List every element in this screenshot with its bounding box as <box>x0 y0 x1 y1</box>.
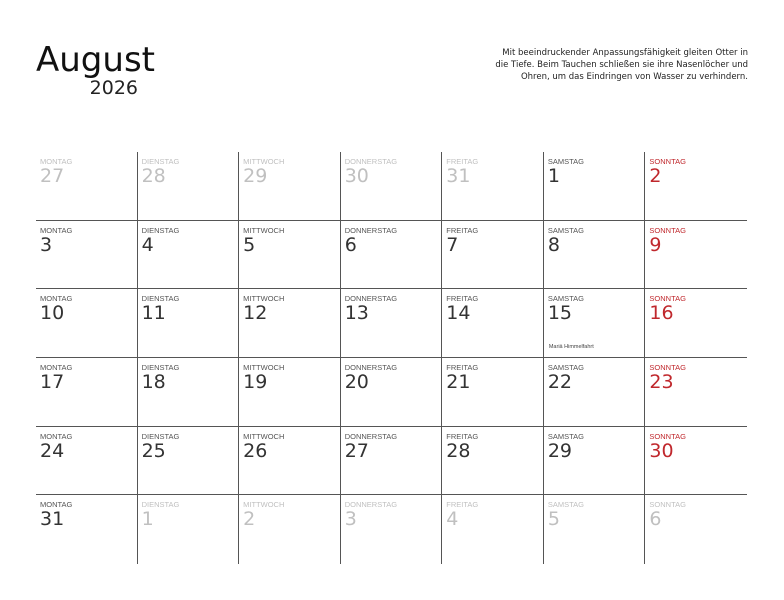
weekday-label: SONNTAG <box>649 431 686 441</box>
calendar-day-cell <box>341 427 443 496</box>
weekday-label: SAMSTAG <box>547 362 584 372</box>
calendar-day-cell <box>138 427 240 496</box>
year-label: 2026 <box>89 77 138 99</box>
calendar-day-cell <box>36 495 138 564</box>
calendar-day-cell <box>544 152 646 221</box>
calendar-day-cell <box>442 495 544 564</box>
weekday-label: DONNERSTAG <box>344 500 398 510</box>
day-number: 5 <box>243 233 256 256</box>
day-number: 25 <box>141 439 166 462</box>
day-number: 31 <box>40 508 65 531</box>
day-number: 31 <box>446 165 471 187</box>
calendar-day-cell <box>239 427 341 496</box>
weekday-label: FREITAG <box>446 431 479 441</box>
day-number: 30 <box>649 439 674 462</box>
calendar-day-cell <box>239 495 341 564</box>
day-number: 4 <box>446 508 459 531</box>
day-number: 26 <box>243 439 268 462</box>
weekday-label: FREITAG <box>446 157 479 166</box>
weekday-label: DIENSTAG <box>141 294 180 304</box>
weekday-label: DONNERSTAG <box>344 294 398 304</box>
calendar-day-cell <box>239 152 341 221</box>
calendar-day-cell <box>36 289 138 358</box>
calendar-day-cell <box>442 221 544 290</box>
calendar-day-cell <box>36 152 138 221</box>
weekday-label: MONTAG <box>40 225 73 235</box>
calendar-day-cell <box>442 289 544 358</box>
weekday-label: SAMSTAG <box>547 431 584 441</box>
month-title: August <box>36 40 155 80</box>
weekday-label: MONTAG <box>40 500 73 510</box>
day-number: 29 <box>547 439 573 462</box>
weekday-label: MITTWOCH <box>243 294 285 304</box>
holiday-note: Mariä Himmelfahrt <box>548 343 594 350</box>
weekday-label: SAMSTAG <box>547 157 584 166</box>
day-number: 18 <box>141 370 166 393</box>
day-number: 12 <box>243 302 268 325</box>
weekday-label: DIENSTAG <box>141 500 180 510</box>
day-number: 10 <box>40 302 65 325</box>
day-number: 22 <box>547 370 573 393</box>
calendar-day-cell <box>645 495 747 564</box>
weekday-label: SAMSTAG <box>547 225 584 235</box>
weekday-label: SONNTAG <box>649 294 686 304</box>
day-number: 19 <box>243 370 268 393</box>
day-number: 28 <box>141 165 166 187</box>
calendar-day-cell <box>544 427 646 496</box>
calendar-day-cell <box>341 495 443 564</box>
weekday-label: DONNERSTAG <box>344 431 398 441</box>
weekday-label: FREITAG <box>446 362 479 372</box>
weekday-label: SONNTAG <box>649 500 686 510</box>
calendar-day-cell <box>239 221 341 290</box>
weekday-label: SONNTAG <box>649 362 686 372</box>
weekday-label: DIENSTAG <box>141 225 180 235</box>
calendar-grid <box>36 152 747 564</box>
day-number: 27 <box>40 165 65 187</box>
day-number: 3 <box>344 508 357 531</box>
day-number: 23 <box>649 370 674 393</box>
day-number: 1 <box>141 508 154 531</box>
weekday-label: DONNERSTAG <box>344 225 398 235</box>
weekday-label: MITTWOCH <box>243 157 285 166</box>
calendar-day-cell <box>341 152 443 221</box>
day-number: 6 <box>344 233 357 256</box>
day-number: 5 <box>547 508 560 531</box>
calendar-day-cell <box>341 358 443 427</box>
weekday-label: MITTWOCH <box>243 362 285 372</box>
weekday-label: MONTAG <box>40 431 73 441</box>
calendar-day-cell <box>138 221 240 290</box>
calendar-day-cell <box>341 221 443 290</box>
day-number: 9 <box>649 233 662 256</box>
weekday-label: MITTWOCH <box>243 431 285 441</box>
weekday-label: SAMSTAG <box>547 294 584 304</box>
calendar-day-cell <box>36 427 138 496</box>
calendar-day-cell <box>138 495 240 564</box>
day-number: 4 <box>141 233 154 256</box>
day-number: 2 <box>243 508 256 531</box>
day-number: 28 <box>446 439 471 462</box>
day-number: 13 <box>344 302 369 325</box>
day-number: 8 <box>547 233 560 256</box>
day-number: 7 <box>446 233 459 256</box>
calendar-day-cell <box>544 221 646 290</box>
day-number: 20 <box>344 370 369 393</box>
calendar-day-cell <box>138 358 240 427</box>
calendar-day-cell <box>544 358 646 427</box>
calendar-day-cell <box>442 358 544 427</box>
calendar-day-cell <box>442 152 544 221</box>
day-number: 2 <box>649 165 662 187</box>
calendar-day-cell <box>645 289 747 358</box>
calendar-day-cell <box>645 221 747 290</box>
calendar-day-cell <box>138 152 240 221</box>
calendar-day-cell <box>239 358 341 427</box>
calendar-day-cell <box>544 495 646 564</box>
day-number: 6 <box>649 508 662 531</box>
calendar-day-cell <box>645 152 747 221</box>
weekday-label: SAMSTAG <box>547 500 584 510</box>
day-number: 11 <box>141 302 166 325</box>
calendar-day-cell <box>36 358 138 427</box>
weekday-label: DIENSTAG <box>141 431 180 441</box>
calendar-day-cell <box>138 289 240 358</box>
day-number: 24 <box>40 439 65 462</box>
calendar-day-cell <box>645 427 747 496</box>
calendar-day-cell <box>36 221 138 290</box>
calendar-day-cell <box>544 289 646 358</box>
weekday-label: MONTAG <box>40 362 73 372</box>
day-number: 15 <box>547 302 573 325</box>
day-number: 14 <box>446 302 471 325</box>
header-description: Mit beeindruckender Anpassungsfähigkeit gleiten Otter in die Tiefe. Beim Tauchen schließen sie ihre Nasenlöcher und Ohren, um das Eindringen von Wasser zu verhindern. <box>495 48 748 82</box>
weekday-label: FREITAG <box>446 294 479 304</box>
calendar-day-cell <box>645 358 747 427</box>
calendar-day-cell <box>239 289 341 358</box>
day-number: 16 <box>649 302 674 325</box>
calendar-day-cell <box>341 289 443 358</box>
day-number: 27 <box>344 439 369 462</box>
calendar-day-cell <box>442 427 544 496</box>
day-number: 3 <box>40 233 53 256</box>
weekday-label: DIENSTAG <box>141 362 180 372</box>
weekday-label: FREITAG <box>446 500 479 510</box>
weekday-label: MITTWOCH <box>243 225 285 235</box>
weekday-label: DONNERSTAG <box>344 157 398 166</box>
weekday-label: DIENSTAG <box>141 157 180 166</box>
day-number: 21 <box>446 370 471 393</box>
weekday-label: DONNERSTAG <box>344 362 398 372</box>
day-number: 1 <box>547 165 560 187</box>
weekday-label: FREITAG <box>446 225 479 235</box>
day-number: 17 <box>40 370 65 393</box>
weekday-label: SONNTAG <box>649 157 686 166</box>
weekday-label: MONTAG <box>40 157 73 166</box>
weekday-label: MITTWOCH <box>243 500 285 510</box>
day-number: 30 <box>344 165 369 187</box>
weekday-label: MONTAG <box>40 294 73 304</box>
day-number: 29 <box>243 165 268 187</box>
weekday-label: SONNTAG <box>649 225 686 235</box>
